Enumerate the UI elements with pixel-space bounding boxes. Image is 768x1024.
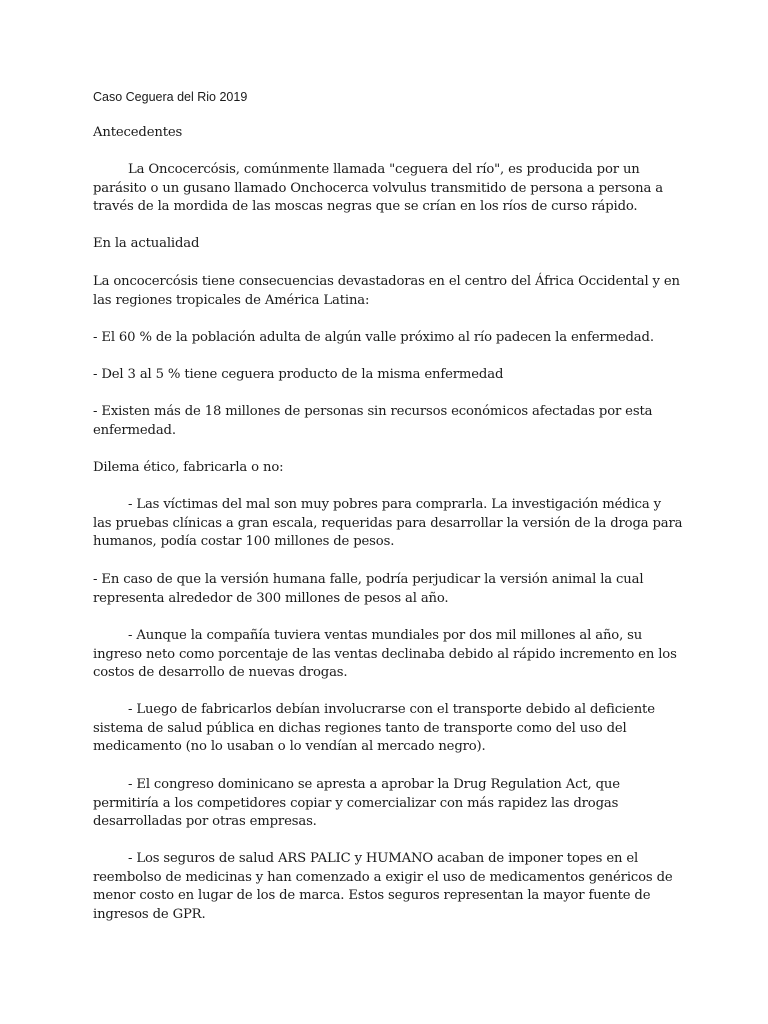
list-item-victims-poor: - Las víctimas del mal son muy pobres para comprarla. La investigación médica y las pruebas clínicas a gran escala, requeridas para desarrollar la versión de la droga para humanos, podía costar 100 millones de pesos. — [93, 497, 683, 550]
list-item-company-sales: - Aunque la compañía tuviera ventas mundiales por dos mil millones al año, su ingreso neto como porcentaje de las ventas declinaba debido al rápido incremento en los costos de desarrollo de nuevas drogas. — [93, 628, 677, 681]
list-item-health-insurance: - Los seguros de salud ARS PALIC y HUMANO acaban de imponer topes en el reembolso de medicinas y han comenzado a exigir el uso de medicamentos genéricos de menor costo en lugar de los de marca. Estos seguros representan la mayor fuente de ingresos de GPR. — [93, 851, 673, 922]
list-item-prevalence: - El 60 % de la población adulta de algún valle próximo al río padecen la enfermedad. — [93, 330, 654, 345]
list-item-drug-regulation-act: - El congreso dominicano se apresta a aprobar la Drug Regulation Act, que permitiría a los competidores copiar y comercializar con más rapidez las drogas desarrolladas por otras empresas. — [93, 777, 620, 830]
list-item-transport: - Luego de fabricarlos debían involucrarse con el transporte debido al deficiente sistema de salud pública en dichas regiones tanto de transporte como del uso del medicamento (no lo usaban o lo vendían al mercado negro). — [93, 702, 655, 755]
paragraph-consequences: La oncocercósis tiene consecuencias devastadoras en el centro del África Occidental y en las regiones tropicales de América Latina: — [93, 274, 680, 308]
list-item-affected-people: - Existen más de 18 millones de personas sin recursos económicos afectadas por esta enfermedad. — [93, 404, 653, 438]
heading-en-la-actualidad: En la actualidad — [93, 236, 200, 251]
document-title: Caso Ceguera del Rio 2019 — [93, 90, 248, 104]
heading-antecedentes: Antecedentes — [93, 125, 183, 140]
list-item-human-version-fail: - En caso de que la versión humana falle, podría perjudicar la versión animal la cual representa alrededor de 300 millones de pesos al año. — [93, 572, 644, 606]
list-item-blindness: - Del 3 al 5 % tiene ceguera producto de la misma enfermedad — [93, 367, 504, 382]
heading-dilema-etico: Dilema ético, fabricarla o no: — [93, 460, 284, 475]
paragraph-oncocercosis-definition: La Oncocercósis, comúnmente llamada "ceguera del río", es producida por un parásito o un gusano llamado Onchocerca volvulus transmitido de persona a persona a través de la mordida de las moscas negras que se crían en los ríos de curso rápido. — [93, 162, 663, 215]
